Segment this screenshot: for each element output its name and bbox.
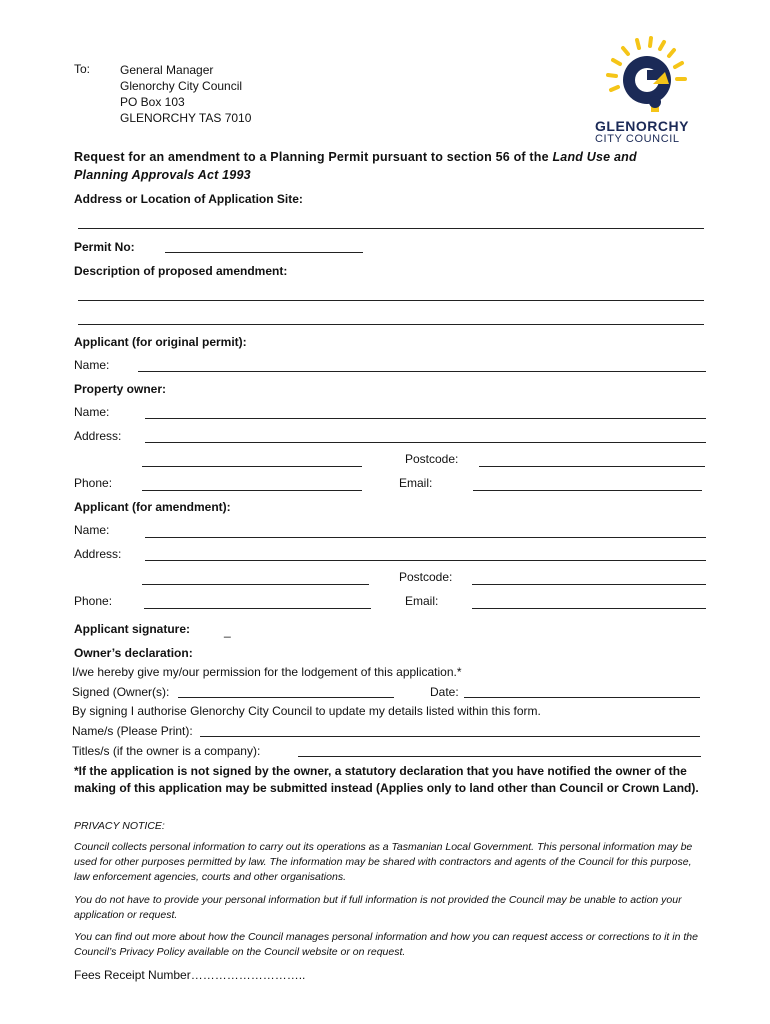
owner-name-input[interactable] bbox=[145, 418, 706, 419]
amendment-address-label: Address: bbox=[74, 547, 122, 561]
address-location-label: Address or Location of Application Site: bbox=[74, 192, 303, 206]
permit-no-label: Permit No: bbox=[74, 240, 135, 254]
names-print-label: Name/s (Please Print): bbox=[72, 724, 193, 738]
council-logo bbox=[593, 36, 703, 146]
titles-input[interactable] bbox=[298, 756, 701, 757]
amendment-postcode-input[interactable] bbox=[472, 584, 706, 585]
privacy-para-2: You do not have to provide your personal information but if full information is not provided the Council may be unable to action your application or request. bbox=[74, 894, 682, 921]
owner-name-label: Name: bbox=[74, 405, 110, 419]
amendment-name-label: Name: bbox=[74, 523, 110, 537]
applicant-original-heading: Applicant (for original permit): bbox=[74, 335, 247, 349]
signed-owner-input[interactable] bbox=[178, 697, 394, 698]
address-line: GLENORCHY TAS 7010 bbox=[120, 111, 252, 125]
form-title bbox=[74, 148, 637, 184]
owner-address-input[interactable] bbox=[145, 442, 706, 443]
titles-label: Titles/s (if the owner is a company): bbox=[72, 744, 261, 758]
amendment-name-input[interactable] bbox=[145, 537, 706, 538]
owners-declaration-heading: Owner’s declaration: bbox=[74, 646, 193, 660]
to-label: To: bbox=[74, 62, 91, 76]
title-act-1: Land Use and bbox=[552, 150, 637, 164]
applicant-signature-input[interactable]: _ bbox=[224, 624, 231, 638]
recipient-address bbox=[120, 62, 251, 126]
logo-sub: CITY COUNCIL bbox=[595, 133, 680, 145]
fees-receipt-number[interactable]: Fees Receipt Number……………………….. bbox=[74, 968, 306, 982]
owner-address-label: Address: bbox=[74, 429, 122, 443]
amendment-email-label: Email: bbox=[405, 594, 439, 608]
authorise-text: By signing I authorise Glenorchy City Council to update my details listed within this form. bbox=[72, 704, 541, 718]
owner-email-input[interactable] bbox=[473, 490, 702, 491]
privacy-heading: PRIVACY NOTICE: bbox=[74, 820, 165, 832]
title-act-2: Planning Approvals Act 1993 bbox=[74, 168, 251, 182]
amendment-email-input[interactable] bbox=[472, 608, 706, 609]
owner-postcode-input[interactable] bbox=[479, 466, 705, 467]
applicant-original-name-label: Name: bbox=[74, 358, 110, 372]
owner-phone-input[interactable] bbox=[142, 490, 362, 491]
property-owner-heading: Property owner: bbox=[74, 382, 167, 396]
names-print-input[interactable] bbox=[200, 736, 700, 737]
owner-postcode-label: Postcode: bbox=[405, 452, 459, 466]
permission-text: I/we hereby give my/our permission for the lodgement of this application.* bbox=[72, 665, 462, 679]
sun-logo-icon bbox=[593, 36, 703, 124]
privacy-para-1: Council collects personal information to carry out its operations as a Tasmanian Local Government. This personal information may be used for other purposes permitted by law. The information may be shared with contractors and agents of the Council for this purpose, law enforcement agencies, courts and other organisations. bbox=[74, 841, 693, 883]
declaration-note: *If the application is not signed by the owner, a statutory declaration that you have notified the owner of the making of this application may be submitted instead (Applies only to land other than Council or Crown Land). bbox=[74, 764, 699, 795]
owner-phone-label: Phone: bbox=[74, 476, 113, 490]
applicant-original-name-input[interactable] bbox=[138, 371, 706, 372]
description-input-2[interactable] bbox=[78, 324, 704, 325]
owner-email-label: Email: bbox=[399, 476, 433, 490]
amendment-postcode-label: Postcode: bbox=[399, 570, 453, 584]
address-line: PO Box 103 bbox=[120, 95, 185, 109]
address-location-input[interactable] bbox=[78, 228, 704, 229]
logo-name: GLENORCHY bbox=[595, 118, 689, 134]
amendment-phone-input[interactable] bbox=[144, 608, 371, 609]
signed-owner-label: Signed (Owner(s): bbox=[72, 685, 170, 699]
title-prefix: Request for an amendment to a Planning Permit pursuant to section 56 of the bbox=[74, 150, 553, 164]
permit-no-input[interactable] bbox=[165, 252, 363, 253]
amendment-address-input-2[interactable] bbox=[142, 584, 369, 585]
owner-address-input-2[interactable] bbox=[142, 466, 362, 467]
privacy-para-3: You can find out more about how the Council manages personal information and how you can request access or corrections to it in the Council’s Privacy Policy available on the Council website or on request. bbox=[74, 931, 698, 958]
amendment-phone-label: Phone: bbox=[74, 594, 113, 608]
address-line: General Manager bbox=[120, 63, 214, 77]
date-input[interactable] bbox=[464, 697, 700, 698]
amendment-address-input[interactable] bbox=[145, 560, 706, 561]
applicant-signature-label: Applicant signature: bbox=[74, 622, 191, 636]
description-label: Description of proposed amendment: bbox=[74, 264, 288, 278]
address-line: Glenorchy City Council bbox=[120, 79, 243, 93]
date-label: Date: bbox=[430, 685, 459, 699]
description-input-1[interactable] bbox=[78, 300, 704, 301]
applicant-amendment-heading: Applicant (for amendment): bbox=[74, 500, 231, 514]
